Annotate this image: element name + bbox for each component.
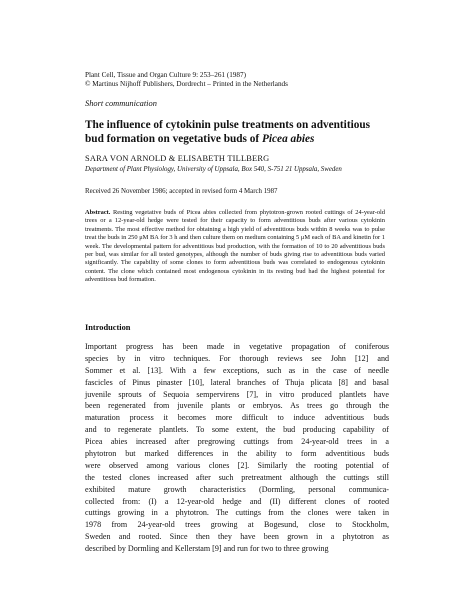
journal-line-2: © Martinus Nijhoff Publishers, Dordrecht – Printed in the Netherlands	[85, 80, 288, 88]
body-line: collected from: (I) a 12-year-old hedge and (II) different clones of rooted	[85, 496, 389, 506]
body-line: Sommer et al. [13]. With a few exceptions, such as in the case of needle	[85, 365, 389, 375]
abstract-label: Abstract.	[85, 209, 111, 216]
body-line: exhibited mature growth characteristics (Dormling, personal communica-	[85, 484, 389, 494]
abstract-text: Resting vegetative buds of Picea abies collected from phytotron-grown rooted cuttings of 24-year-old trees or a 12-year-old hedge were tested for their capacity to form adventitious buds after various cytokinin treatments. The most effective method for obtaining a high yield of adventitious buds within 8 weeks was to pulse treat the buds in 250 μM BA for 3 h and then culture them on medium containing 5 μM each of BA and kinetin for 1 week. The developmental pattern for adventitious bud production, with the formation of 10 to 20 adventitious buds per bud, was similar for all tested genotypes, although the number of buds giving rise to adventitious buds varied significantly. The capability of some clones to form adventitious buds was correlated to endogenous cytokinin content. The clone which contained most endogenous cytokinin in its resting bud had the highest potential for adventitious bud formation.	[85, 209, 385, 284]
body-line: species by in vitro techniques. For thorough reviews see John [12] and	[85, 353, 389, 363]
body-line: Important progress has been made in vegetative propagation of coniferous	[85, 342, 389, 351]
body-line: described by Dormling and Kellerstam [9] and run for two to three growing	[85, 544, 329, 554]
body-line: maturation process it becomes more difficult to induce adventitious buds	[85, 413, 389, 423]
body-line: were observed among various clones [2]. Similarly the rooting potential of	[85, 460, 389, 470]
body-line: and to regenerate plantlets. To some extent, the bud producing capability of	[85, 425, 389, 435]
article-title	[85, 118, 385, 146]
affiliation: Department of Plant Physiology, University of Uppsala, Box 540, S-751 21 Uppsala, Sweden	[85, 166, 342, 173]
body-line: 1978 from 24-year-old trees growing at Bogesund, close to Stockholm,	[85, 520, 389, 530]
title-part-2: bud formation on vegetative buds of	[85, 133, 262, 145]
body-line: Sweden and rooted. Since then they have been grown in a phytotron as	[85, 532, 389, 542]
body-line: been regenerated from juvenile plants or embryos. As trees go through the	[85, 401, 389, 411]
article-type: Short communication	[85, 99, 157, 108]
body-line: the tested clones increased after such pretreatment although the cuttings still	[85, 472, 389, 482]
journal-citation	[85, 71, 288, 89]
journal-line-1: Plant Cell, Tissue and Organ Culture 9: 253–261 (1987)	[85, 71, 246, 79]
title-species: Picea abies	[262, 133, 315, 145]
body-line: phytotron but marked differences in the ability to form adventitious buds	[85, 449, 389, 459]
body-line: cuttings growing in a phytotron. The cuttings from the clones were taken in	[85, 508, 389, 518]
section-heading-introduction: Introduction	[85, 323, 131, 332]
title-part-1: The influence of cytokinin pulse treatments on adventitious	[85, 119, 371, 131]
body-line: fascicles of Pinus pinaster [10], lateral branches of Thuja plicata [8] and basal	[85, 377, 389, 387]
introduction-body	[85, 341, 389, 555]
authors: SARA VON ARNOLD & ELISABETH TILLBERG	[85, 154, 270, 163]
body-line: Picea abies increased after pregrowing cuttings from 24-year-old trees in a	[85, 437, 389, 447]
body-line: juvenile sprouts of Sequoia sempervirens [7], in vitro produced plantlets have	[85, 389, 389, 399]
abstract	[85, 209, 385, 285]
received-date: Received 26 November 1986; accepted in revised form 4 March 1987	[85, 188, 278, 195]
